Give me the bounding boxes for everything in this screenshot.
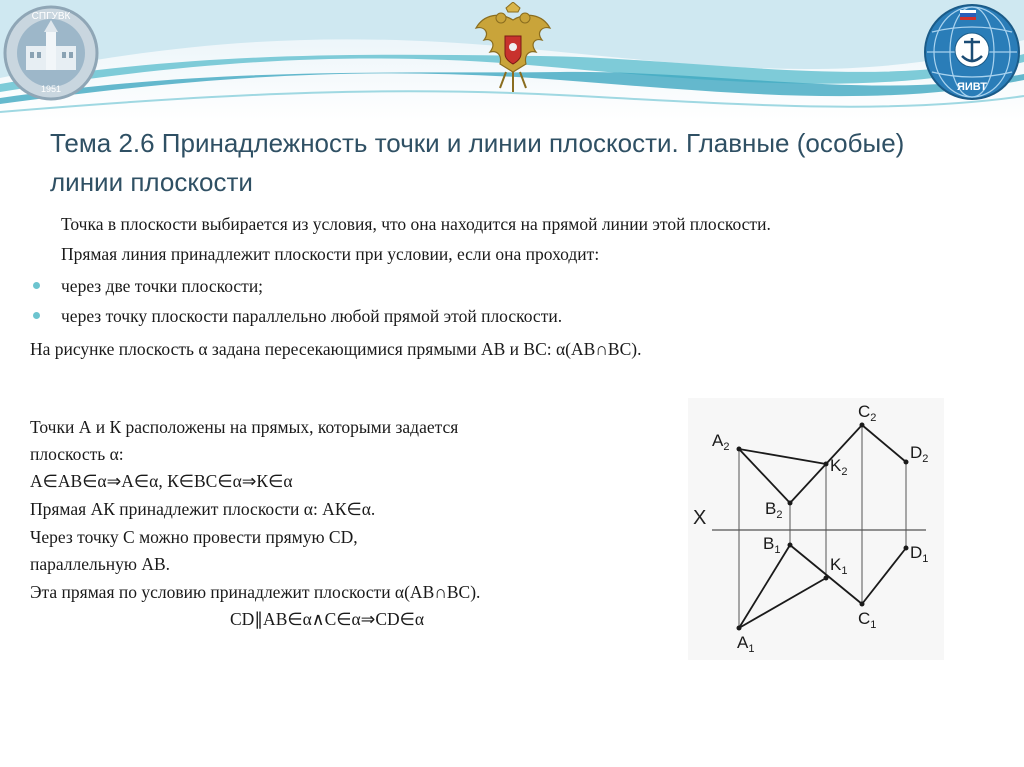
- text-line-2: плоскость α:: [30, 444, 124, 464]
- label-b2: $B_2$: [765, 499, 783, 521]
- label-d2: $D_2$: [910, 443, 929, 465]
- bullet-item-1: через две точки плоскости;: [61, 276, 264, 296]
- label-a2: $A_2$: [712, 431, 730, 453]
- left-logo-text: СПГУВК: [31, 11, 71, 22]
- text-line-7: Эта прямая по условию принадлежит плоскости α(АВ∩ВС).: [30, 582, 481, 602]
- university-logo-left: [2, 4, 100, 102]
- label-k2: $K_2$: [830, 456, 848, 478]
- text-line-1: Точки А и К расположены на прямых, которыми задается: [30, 417, 459, 437]
- institute-logo-right: [922, 2, 1022, 102]
- bullet-marker: [33, 282, 40, 289]
- text-line-3-formula: А∈АВ∈α⇒А∈α, К∈ВС∈α⇒К∈α: [30, 471, 293, 491]
- paragraph-plane-definition: На рисунке плоскость α задана пересекающимися прямыми АВ и ВС: α(АВ∩ВС).: [30, 339, 642, 359]
- label-a1: $A_1$: [737, 633, 755, 655]
- text-line-5: Через точку С можно провести прямую СD,: [30, 527, 358, 547]
- bullet-marker: [33, 312, 40, 319]
- text-line-8-formula: CD∥AB∈α∧C∈α⇒CD∈α: [230, 609, 425, 629]
- label-c2: $C_2$: [858, 402, 877, 424]
- label-d1: $D_1$: [910, 543, 929, 565]
- plane-epure-diagram: [688, 398, 944, 660]
- label-k1: $K_1$: [830, 555, 848, 577]
- right-logo-text: ЯИВТ: [956, 81, 988, 93]
- paragraph-line-condition: Прямая линия принадлежит плоскости при условии, если она проходит:: [61, 244, 600, 264]
- coat-of-arms-emblem: [470, 2, 556, 94]
- label-b1: $B_1$: [763, 534, 781, 556]
- bullet-item-2: через точку плоскости параллельно любой прямой этой плоскости.: [61, 306, 563, 326]
- slide-title: Тема 2.6 Принадлежность точки и линии плоскости. Главные (особые) линии плоскости: [50, 128, 905, 197]
- label-c1: $C_1$: [858, 609, 877, 631]
- left-logo-year: 1951: [40, 84, 62, 94]
- paragraph-point-in-plane: Точка в плоскости выбирается из условия, что она находится на прямой линии этой плоскости.: [61, 214, 771, 234]
- text-line-4: Прямая АК принадлежит плоскости α: АК∈α.: [30, 499, 376, 519]
- x-axis-label: X: [693, 507, 707, 529]
- text-line-6: параллельную АВ.: [30, 554, 170, 574]
